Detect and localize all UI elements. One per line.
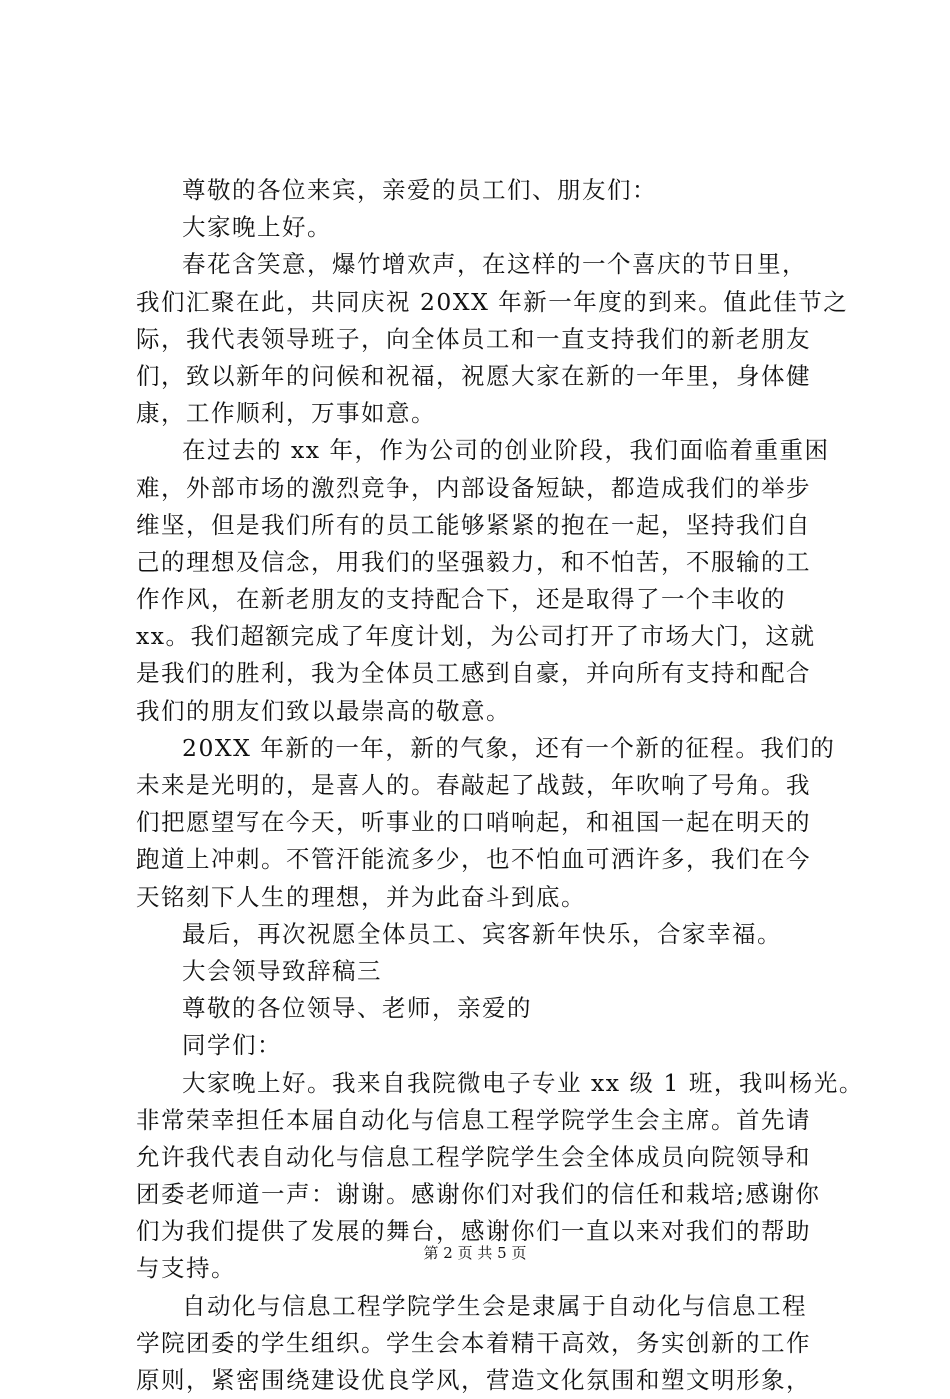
page-footer: 第 2 页 共 5 页 — [423, 1244, 527, 1262]
text-line: 维坚，但是我们所有的员工能够紧紧的抱在一起，坚持我们自 — [136, 510, 811, 539]
text-line: xx。我们超额完成了年度计划，为公司打开了市场大门，这就 — [136, 622, 816, 651]
text-line: 作作风，在新老朋友的支持配合下，还是取得了一个丰收的 — [136, 585, 786, 614]
text-line: 在过去的 xx 年，作为公司的创业阶段，我们面临着重重困 — [182, 436, 830, 465]
text-line: 同学们： — [182, 1031, 282, 1060]
text-line: 春花含笑意，爆竹增欢声，在这样的一个喜庆的节日里， — [182, 250, 807, 279]
text-line: 大家晚上好。 — [182, 213, 332, 242]
text-line: 尊敬的各位领导、老师，亲爱的 — [182, 994, 532, 1023]
text-line: 学院团委的学生组织。学生会本着精干高效，务实创新的工作 — [136, 1328, 811, 1357]
text-line: 们为我们提供了发展的舞台，感谢你们一直以来对我们的帮助 — [136, 1217, 811, 1246]
text-line: 20XX 年新的一年，新的气象，还有一个新的征程。我们的 — [182, 733, 836, 762]
text-line: 大会领导致辞稿三 — [182, 956, 382, 985]
text-line: 我们的朋友们致以最崇高的敬意。 — [136, 696, 511, 725]
text-line: 非常荣幸担任本届自动化与信息工程学院学生会主席。首先请 — [136, 1105, 811, 1134]
text-line: 原则，紧密围绕建设优良学风，营造文化氛围和塑文明形象， — [136, 1366, 811, 1394]
text-line: 自动化与信息工程学院学生会是隶属于自动化与信息工程 — [182, 1291, 807, 1320]
text-line: 己的理想及信念，用我们的坚强毅力，和不怕苦，不服输的工 — [136, 547, 811, 576]
text-line: 我们汇聚在此，共同庆祝 20XX 年新一年度的到来。值此佳节之 — [136, 287, 849, 316]
text-line: 允许我代表自动化与信息工程学院学生会全体成员向院领导和 — [136, 1142, 811, 1171]
text-line: 跑道上冲刺。不管汗能流多少，也不怕血可洒许多，我们在今 — [136, 845, 811, 874]
text-line: 与支持。 — [136, 1254, 236, 1283]
document-body — [136, 172, 864, 1399]
text-line: 是我们的胜利，我为全体员工感到自豪，并向所有支持和配合 — [136, 659, 811, 688]
text-line: 们，致以新年的问候和祝福，祝愿大家在新的一年里，身体健 — [136, 361, 811, 390]
text-line: 际，我代表领导班子，向全体员工和一直支持我们的新老朋友 — [136, 324, 811, 353]
text-line: 团委老师道一声：谢谢。感谢你们对我们的信任和栽培;感谢你 — [136, 1180, 821, 1209]
text-line: 难，外部市场的激烈竞争，内部设备短缺，都造成我们的举步 — [136, 473, 811, 502]
text-line: 尊敬的各位来宾，亲爱的员工们、朋友们： — [182, 176, 657, 204]
text-line: 们把愿望写在今天，听事业的口哨响起，和祖国一起在明天的 — [136, 808, 811, 837]
text-line: 最后，再次祝愿全体员工、宾客新年快乐，合家幸福。 — [182, 919, 782, 948]
text-line: 天铭刻下人生的理想，并为此奋斗到底。 — [136, 882, 586, 911]
text-line: 未来是光明的，是喜人的。春敲起了战鼓，年吹响了号角。我 — [136, 771, 811, 799]
text-line: 大家晚上好。我来自我院微电子专业 xx 级 1 班，我叫杨光。 — [182, 1068, 864, 1097]
text-line: 康，工作顺利，万事如意。 — [136, 399, 436, 428]
